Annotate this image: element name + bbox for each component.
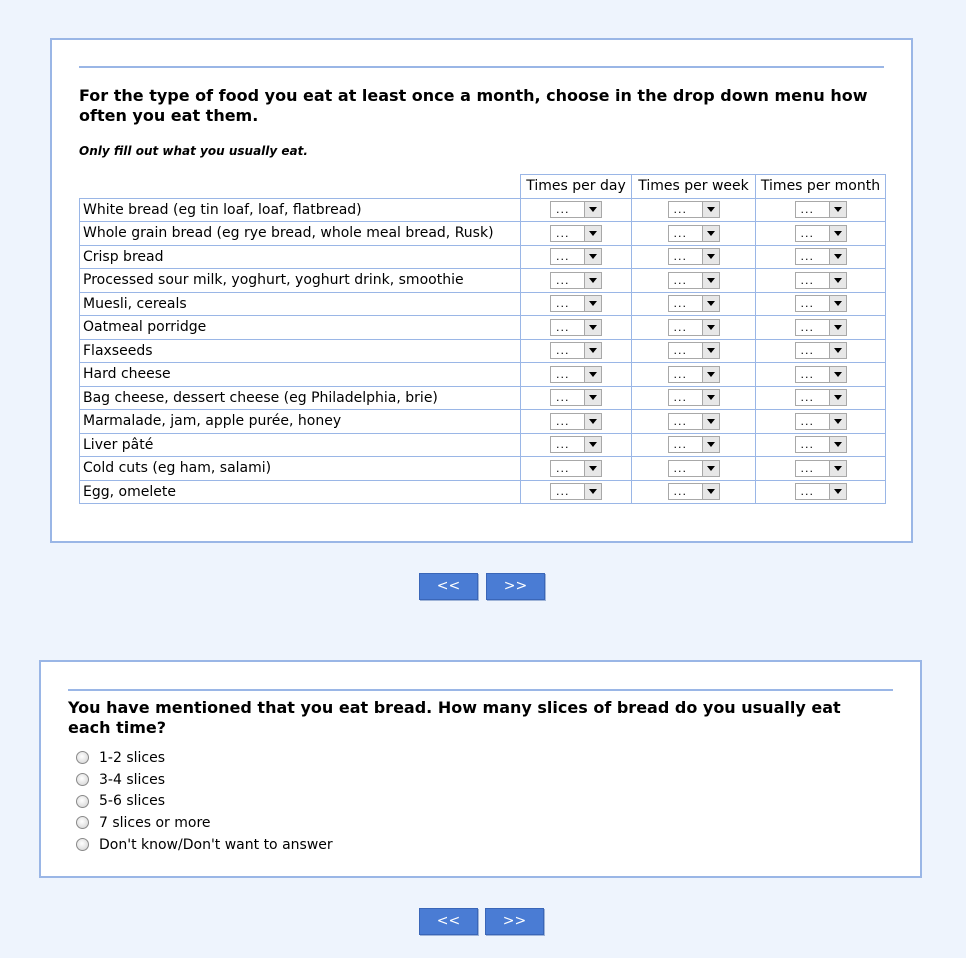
chevron-down-icon[interactable] [829, 202, 846, 217]
next-button[interactable]: >> [486, 573, 545, 600]
frequency-select-day[interactable] [550, 460, 602, 477]
table-row [80, 292, 886, 316]
select-value: ... [556, 414, 570, 428]
frequency-select-month[interactable] [795, 201, 847, 218]
frequency-select-week[interactable] [668, 460, 720, 477]
select-value: ... [556, 485, 570, 499]
table-row [80, 245, 886, 269]
cell-day [521, 457, 632, 481]
chevron-down-icon[interactable] [584, 296, 601, 311]
frequency-select-week[interactable] [668, 272, 720, 289]
table-row [80, 316, 886, 340]
select-value: ... [800, 438, 814, 452]
frequency-select-day[interactable] [550, 389, 602, 406]
select-value: ... [556, 367, 570, 381]
frequency-select-month[interactable] [795, 248, 847, 265]
frequency-select-month[interactable] [795, 272, 847, 289]
cell-week [632, 339, 756, 363]
select-value: ... [673, 297, 687, 311]
frequency-select-week[interactable] [668, 225, 720, 242]
select-value: ... [556, 226, 570, 240]
chevron-down-icon[interactable] [829, 367, 846, 382]
frequency-select-day[interactable] [550, 366, 602, 383]
food-item-label: Bag cheese, dessert cheese (eg Philadelphia, brie) [80, 386, 521, 410]
cell-week [632, 457, 756, 481]
frequency-select-month[interactable] [795, 389, 847, 406]
table-header-row [80, 175, 886, 199]
radio-label: Don't know/Don't want to answer [99, 836, 333, 853]
select-value: ... [800, 391, 814, 405]
cell-week [632, 386, 756, 410]
select-value: ... [556, 297, 570, 311]
cell-day [521, 316, 632, 340]
chevron-down-icon[interactable] [702, 367, 719, 382]
table-row [80, 386, 886, 410]
cell-week [632, 245, 756, 269]
cell-week [632, 410, 756, 434]
radio-option[interactable] [76, 834, 333, 856]
frequency-select-week[interactable] [668, 319, 720, 336]
select-value: ... [556, 438, 570, 452]
chevron-down-icon[interactable] [584, 320, 601, 335]
frequency-select-month[interactable] [795, 436, 847, 453]
radio-option[interactable] [76, 747, 333, 769]
frequency-select-day[interactable] [550, 342, 602, 359]
frequency-select-month[interactable] [795, 295, 847, 312]
chevron-down-icon[interactable] [584, 202, 601, 217]
cell-day [521, 386, 632, 410]
select-value: ... [673, 391, 687, 405]
cell-month [756, 480, 886, 504]
frequency-select-month[interactable] [795, 319, 847, 336]
table-row [80, 433, 886, 457]
select-value: ... [800, 344, 814, 358]
select-value: ... [673, 367, 687, 381]
question-title: For the type of food you eat at least once a month, choose in the drop down menu how often you eat them. [79, 86, 868, 125]
food-item-label: Egg, omelete [80, 480, 521, 504]
cell-day [521, 410, 632, 434]
table-row [80, 410, 886, 434]
select-value: ... [800, 203, 814, 217]
table-row [80, 339, 886, 363]
chevron-down-icon[interactable] [702, 461, 719, 476]
cell-month [756, 198, 886, 222]
chevron-down-icon[interactable] [702, 437, 719, 452]
table-row [80, 198, 886, 222]
previous-button[interactable]: << [419, 573, 478, 600]
cell-month [756, 269, 886, 293]
chevron-down-icon[interactable] [584, 226, 601, 241]
cell-day [521, 339, 632, 363]
table-row [80, 457, 886, 481]
cell-day [521, 222, 632, 246]
radio-button[interactable] [76, 773, 89, 786]
select-value: ... [556, 391, 570, 405]
previous-button-2[interactable]: << [419, 908, 478, 935]
chevron-down-icon[interactable] [584, 461, 601, 476]
frequency-select-week[interactable] [668, 366, 720, 383]
cell-month [756, 245, 886, 269]
select-value: ... [673, 344, 687, 358]
food-item-label: Flaxseeds [80, 339, 521, 363]
frequency-select-week[interactable] [668, 436, 720, 453]
chevron-down-icon[interactable] [829, 390, 846, 405]
frequency-select-week[interactable] [668, 483, 720, 500]
column-header-month: Times per month [756, 175, 886, 199]
table-row [80, 480, 886, 504]
question-title: You have mentioned that you eat bread. How many slices of bread do you usually eat each time? [68, 698, 841, 737]
food-item-label: Oatmeal porridge [80, 316, 521, 340]
cell-week [632, 316, 756, 340]
chevron-down-icon[interactable] [584, 437, 601, 452]
radio-option[interactable] [76, 790, 333, 812]
frequency-select-week[interactable] [668, 413, 720, 430]
frequency-select-week[interactable] [668, 248, 720, 265]
frequency-select-day[interactable] [550, 483, 602, 500]
cell-day [521, 269, 632, 293]
chevron-down-icon[interactable] [829, 249, 846, 264]
bread-slices-panel [39, 660, 922, 878]
frequency-select-day[interactable] [550, 319, 602, 336]
cell-day [521, 480, 632, 504]
chevron-down-icon[interactable] [584, 484, 601, 499]
chevron-down-icon[interactable] [702, 202, 719, 217]
select-value: ... [673, 461, 687, 475]
table-row [80, 222, 886, 246]
chevron-down-icon[interactable] [702, 249, 719, 264]
select-value: ... [556, 203, 570, 217]
cell-week [632, 363, 756, 387]
radio-button[interactable] [76, 816, 89, 829]
food-frequency-table [79, 174, 886, 504]
next-button-2[interactable]: >> [485, 908, 544, 935]
chevron-down-icon[interactable] [584, 273, 601, 288]
chevron-down-icon[interactable] [584, 390, 601, 405]
radio-option[interactable] [76, 769, 333, 791]
chevron-down-icon[interactable] [584, 249, 601, 264]
select-value: ... [556, 250, 570, 264]
column-header-day: Times per day [521, 175, 632, 199]
select-value: ... [800, 367, 814, 381]
food-item-label: Crisp bread [80, 245, 521, 269]
cell-day [521, 433, 632, 457]
select-value: ... [673, 438, 687, 452]
chevron-down-icon[interactable] [702, 320, 719, 335]
cell-month [756, 316, 886, 340]
radio-label: 1-2 slices [99, 749, 165, 766]
food-item-label: Marmalade, jam, apple purée, honey [80, 410, 521, 434]
radio-label: 7 slices or more [99, 814, 211, 831]
chevron-down-icon[interactable] [829, 437, 846, 452]
frequency-select-month[interactable] [795, 483, 847, 500]
cell-week [632, 198, 756, 222]
chevron-down-icon[interactable] [702, 296, 719, 311]
select-value: ... [673, 250, 687, 264]
chevron-down-icon[interactable] [584, 343, 601, 358]
select-value: ... [800, 320, 814, 334]
column-header-week: Times per week [632, 175, 756, 199]
radio-button[interactable] [76, 795, 89, 808]
select-value: ... [673, 320, 687, 334]
food-item-label: Muesli, cereals [80, 292, 521, 316]
table-row [80, 363, 886, 387]
food-item-label: Whole grain bread (eg rye bread, whole meal bread, Rusk) [80, 222, 521, 246]
cell-month [756, 292, 886, 316]
cell-month [756, 386, 886, 410]
cell-week [632, 292, 756, 316]
question-note: Only fill out what you usually eat. [79, 144, 308, 158]
cell-day [521, 292, 632, 316]
chevron-down-icon[interactable] [584, 414, 601, 429]
chevron-down-icon[interactable] [702, 390, 719, 405]
frequency-select-week[interactable] [668, 342, 720, 359]
select-value: ... [800, 250, 814, 264]
select-value: ... [800, 414, 814, 428]
chevron-down-icon[interactable] [829, 414, 846, 429]
frequency-select-month[interactable] [795, 413, 847, 430]
frequency-select-month[interactable] [795, 460, 847, 477]
cell-month [756, 410, 886, 434]
radio-button[interactable] [76, 751, 89, 764]
food-frequency-panel [50, 38, 913, 543]
cell-month [756, 433, 886, 457]
select-value: ... [800, 226, 814, 240]
frequency-select-day[interactable] [550, 295, 602, 312]
cell-month [756, 363, 886, 387]
divider [79, 66, 884, 68]
select-value: ... [673, 203, 687, 217]
frequency-select-month[interactable] [795, 225, 847, 242]
food-item-label: White bread (eg tin loaf, loaf, flatbread) [80, 198, 521, 222]
cell-week [632, 433, 756, 457]
cell-month [756, 222, 886, 246]
cell-day [521, 198, 632, 222]
food-item-label: Hard cheese [80, 363, 521, 387]
chevron-down-icon[interactable] [829, 343, 846, 358]
food-item-label: Cold cuts (eg ham, salami) [80, 457, 521, 481]
chevron-down-icon[interactable] [829, 273, 846, 288]
frequency-select-day[interactable] [550, 413, 602, 430]
radio-option[interactable] [76, 812, 333, 834]
chevron-down-icon[interactable] [702, 273, 719, 288]
frequency-select-day[interactable] [550, 201, 602, 218]
cell-month [756, 457, 886, 481]
chevron-down-icon[interactable] [829, 484, 846, 499]
radio-label: 5-6 slices [99, 793, 165, 810]
select-value: ... [556, 461, 570, 475]
chevron-down-icon[interactable] [829, 461, 846, 476]
frequency-select-month[interactable] [795, 342, 847, 359]
radio-label: 3-4 slices [99, 771, 165, 788]
table-row [80, 269, 886, 293]
frequency-select-week[interactable] [668, 295, 720, 312]
chevron-down-icon[interactable] [584, 367, 601, 382]
radio-group [76, 747, 333, 855]
frequency-select-day[interactable] [550, 436, 602, 453]
frequency-select-week[interactable] [668, 389, 720, 406]
frequency-select-week[interactable] [668, 201, 720, 218]
select-value: ... [673, 226, 687, 240]
select-value: ... [800, 461, 814, 475]
divider [68, 689, 893, 691]
cell-day [521, 245, 632, 269]
chevron-down-icon[interactable] [829, 320, 846, 335]
frequency-select-day[interactable] [550, 248, 602, 265]
cell-week [632, 269, 756, 293]
cell-week [632, 222, 756, 246]
select-value: ... [673, 414, 687, 428]
select-value: ... [556, 320, 570, 334]
select-value: ... [556, 344, 570, 358]
select-value: ... [800, 297, 814, 311]
chevron-down-icon[interactable] [702, 343, 719, 358]
chevron-down-icon[interactable] [702, 226, 719, 241]
chevron-down-icon[interactable] [829, 226, 846, 241]
food-item-label: Processed sour milk, yoghurt, yoghurt drink, smoothie [80, 269, 521, 293]
select-value: ... [800, 273, 814, 287]
frequency-select-month[interactable] [795, 366, 847, 383]
food-item-label: Liver pâté [80, 433, 521, 457]
cell-week [632, 480, 756, 504]
select-value: ... [556, 273, 570, 287]
frequency-select-day[interactable] [550, 272, 602, 289]
cell-month [756, 339, 886, 363]
chevron-down-icon[interactable] [702, 484, 719, 499]
frequency-select-day[interactable] [550, 225, 602, 242]
chevron-down-icon[interactable] [702, 414, 719, 429]
radio-button[interactable] [76, 838, 89, 851]
select-value: ... [800, 485, 814, 499]
select-value: ... [673, 485, 687, 499]
cell-day [521, 363, 632, 387]
chevron-down-icon[interactable] [829, 296, 846, 311]
header-blank [80, 175, 521, 199]
select-value: ... [673, 273, 687, 287]
